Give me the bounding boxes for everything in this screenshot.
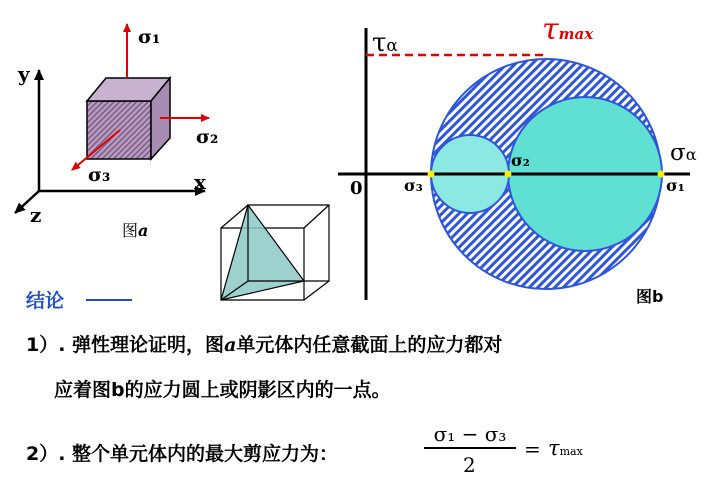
conclusion-underline [86, 299, 132, 301]
conclusion-title: 结论 [26, 290, 65, 312]
fig-a-caption: 图a [122, 221, 149, 240]
sigma2-label: σ₂ [196, 126, 219, 148]
tau-max-label: τmax [542, 12, 594, 47]
section-plane-cube [221, 205, 329, 300]
formula-equals: = [524, 437, 541, 461]
sigma3-label: σ₃ [88, 164, 111, 186]
point-sigma3-label: σ₃ [404, 176, 423, 195]
axis-y-label: y [18, 62, 30, 86]
point-sigma1 [658, 171, 665, 178]
axis-x-label: x [194, 170, 206, 194]
formula-denominator: 2 [463, 453, 476, 477]
point-sigma1-label: σ₁ [666, 176, 685, 195]
tau-alpha-axis-label: τα [372, 28, 398, 58]
axis-z-label: z [30, 203, 42, 227]
conclusion-item2: 2）. 整个单元体内的最大剪应力为： [26, 443, 339, 465]
formula-numerator: σ₁ − σ₃ [433, 422, 507, 446]
origin-label: 0 [350, 178, 363, 199]
conclusion-item1-line2: 应着图b的应力圆上或阴影区内的一点。 [54, 379, 391, 401]
formula-rhs: τmax [548, 436, 583, 460]
point-sigma3 [428, 171, 435, 178]
conclusion-item1-line1: 1）. 弹性理论证明，图a单元体内任意截面上的应力都对 [26, 334, 503, 356]
point-sigma2 [505, 171, 512, 178]
point-sigma2-label: σ₂ [511, 151, 530, 170]
formula-fraction-bar [424, 447, 516, 449]
fig-b-caption: 图b [636, 287, 664, 306]
sigma-alpha-axis-label: σα [670, 140, 697, 166]
section-plane-triangle [221, 205, 304, 300]
sigma1-label: σ₁ [138, 26, 161, 48]
